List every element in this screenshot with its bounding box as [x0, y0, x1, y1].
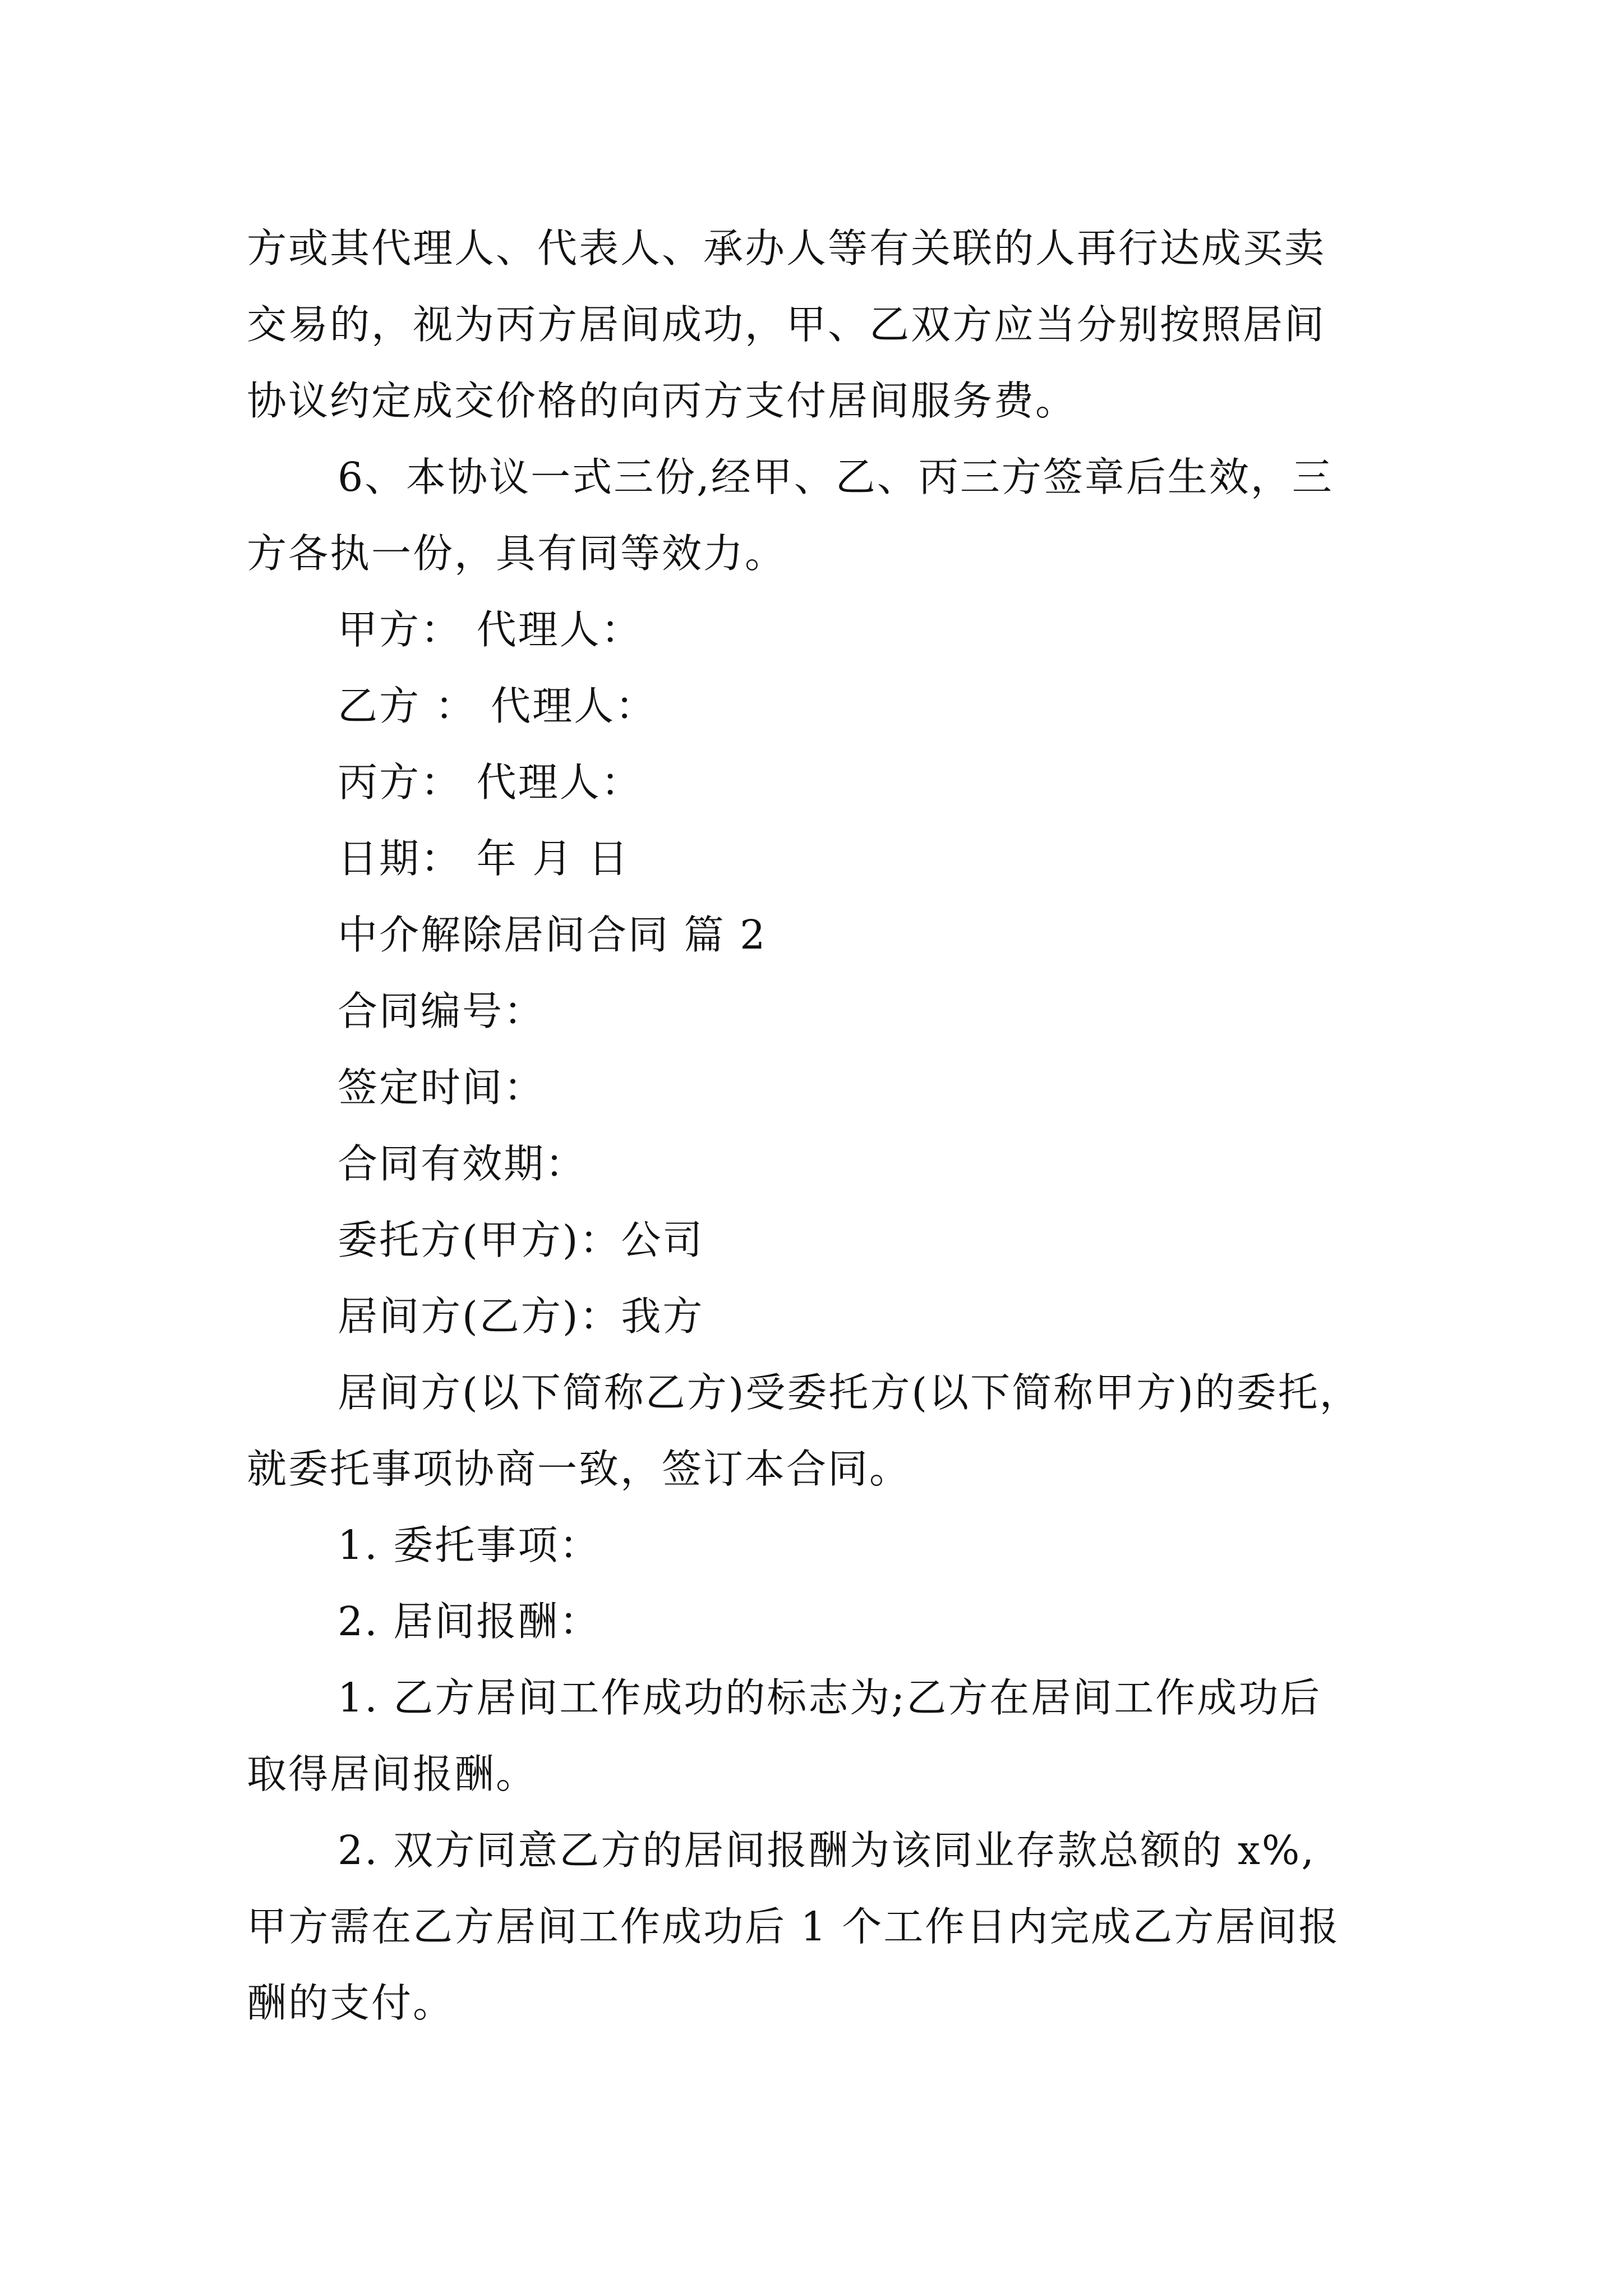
contract-number: 合同编号： — [338, 988, 546, 1034]
signature-party-b: 乙方 ： 代理人： — [338, 683, 657, 729]
list-item: 1. 委托事项： — [338, 1522, 601, 1568]
paragraph-line: 协议约定成交价格的向丙方支付居间服务费。 — [247, 378, 1077, 424]
intro-paragraph-line: 居间方(以下简称乙方)受委托方(以下简称甲方)的委托， — [338, 1369, 1361, 1416]
client-party: 委托方(甲方)：公司 — [338, 1217, 704, 1263]
broker-party: 居间方(乙方)：我方 — [338, 1293, 704, 1340]
validity-period: 合同有效期： — [338, 1140, 587, 1187]
signature-date: 日期： 年 月 日 — [338, 835, 630, 882]
section-heading: 中介解除居间合同 篇 2 — [338, 912, 767, 958]
list-item: 1. 乙方居间工作成功的标志为;乙方在居间工作成功后 — [338, 1674, 1322, 1721]
signature-party-a: 甲方： 代理人： — [338, 606, 643, 653]
signature-party-c: 丙方： 代理人： — [338, 759, 643, 806]
list-item-continuation: 酬的支付。 — [247, 1980, 455, 2026]
signing-time: 签定时间： — [338, 1064, 546, 1111]
list-item-continuation: 甲方需在乙方居间工作成功后 1 个工作日内完成乙方居间报 — [247, 1903, 1340, 1950]
document-body — [247, 210, 1385, 2041]
list-item: 2. 居间报酬： — [338, 1598, 601, 1645]
intro-paragraph-line: 就委托事项协商一致，签订本合同。 — [247, 1446, 911, 1492]
paragraph-line: 交易的，视为丙方居间成功，甲、乙双方应当分别按照居间 — [247, 301, 1326, 348]
list-item-continuation: 取得居间报酬。 — [247, 1751, 538, 1797]
clause-6-line: 6、本协议一式三份,经甲、乙、丙三方签章后生效，三 — [338, 454, 1334, 500]
clause-6-line: 方各执一份，具有同等效力。 — [247, 530, 787, 577]
list-item: 2. 双方同意乙方的居间报酬为该同业存款总额的 x%, — [338, 1827, 1316, 1874]
paragraph-line: 方或其代理人、代表人、承办人等有关联的人再行达成买卖 — [247, 225, 1326, 272]
